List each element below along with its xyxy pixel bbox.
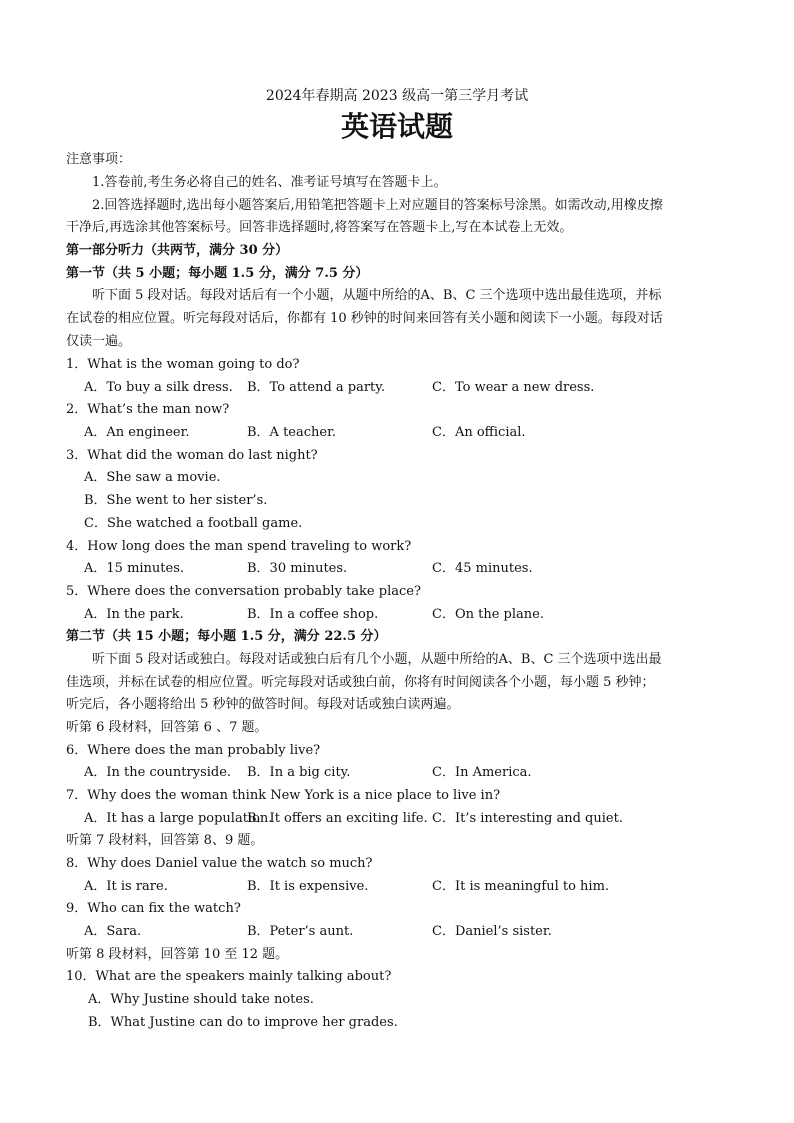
question-stem: 8．Why does Daniel value the watch so much?	[66, 856, 373, 871]
option-b: B．To attend a party.	[247, 380, 386, 395]
option-b: B．30 minutes.	[247, 561, 348, 576]
notes-item-2a: 2.回答选择题时,选出每小题答案后,用铅笔把答题卡上对应题目的答案标号涂黑。如需改动,用橡皮擦	[92, 198, 663, 213]
option-a: A．In the countryside.	[84, 765, 232, 780]
option-a: A．It has a large population.	[84, 811, 273, 826]
option-b: B．A teacher.	[247, 425, 337, 440]
option-c: C．45 minutes.	[432, 561, 533, 576]
option-c: C．On the plane.	[432, 607, 544, 622]
question-stem: 7．Why does the woman think New York is a nice place to live in?	[66, 788, 501, 803]
section1-heading: 第一节（共 5 小题；每小题 1.5 分，满分 7.5 分）	[66, 266, 369, 281]
question-stem: 10．What are the speakers mainly talking about?	[66, 969, 392, 984]
option-c: C．To wear a new dress.	[432, 380, 595, 395]
page-title: 英语试题	[340, 110, 453, 143]
section1-instructions-a: 听下面 5 段对话。每段对话后有一个小题，从题中所给的A、B、C 三个选项中选出最佳选项，并标	[92, 288, 662, 303]
notes-item-1: 1.答卷前,考生务必将自己的姓名、准考证号填写在答题卡上。	[92, 175, 447, 190]
option-a: A．It is rare.	[84, 879, 168, 894]
option-a: A．An engineer.	[84, 425, 190, 440]
option-c: C．Daniel’s sister.	[432, 924, 552, 939]
question-stem: 3．What did the woman do last night?	[66, 448, 318, 463]
option-a: A．To buy a silk dress.	[84, 380, 233, 395]
question-stem: 5．Where does the conversation probably take place?	[66, 584, 421, 599]
option-a: A．She saw a movie.	[84, 470, 221, 485]
question-stem: 4．How long does the man spend traveling to work?	[66, 539, 412, 554]
option-a: A．In the park.	[84, 607, 184, 622]
option-a: A．Sara.	[84, 924, 142, 939]
section1-instructions-c: 仅读一遍。	[66, 334, 132, 349]
part1-heading: 第一部分听力（共两节，满分 30 分）	[66, 243, 289, 258]
question-stem: 1．What is the woman going to do?	[66, 357, 300, 372]
section2-instructions-a: 听下面 5 段对话或独白。每段对话或独白后有几个小题，从题中所给的A、B、C 三个选项中选出最	[92, 652, 662, 667]
option-c: C．She watched a football game.	[84, 516, 303, 531]
exam-line: 2024年春期高 2023 级高一第三学月考试	[265, 88, 529, 104]
question-stem: 6．Where does the man probably live?	[66, 743, 321, 758]
material-note: 听第 7 段材料，回答第 8、9 题。	[66, 833, 264, 848]
material-note: 听第 8 段材料，回答第 10 至 12 题。	[66, 947, 289, 962]
option-b: B．She went to her sister’s.	[84, 493, 268, 508]
section1-instructions-b: 在试卷的相应位置。听完每段对话后，你都有 10 秒钟的时间来回答有关小题和阅读下一小题。每段对话	[66, 311, 663, 326]
option-b: B．It offers an exciting life.	[247, 811, 428, 826]
material-note: 听第 6 段材料，回答第 6 、7 题。	[66, 720, 268, 735]
option-c: C．An official.	[432, 425, 526, 440]
option-b: B．It is expensive.	[247, 879, 369, 894]
option-a: A．15 minutes.	[84, 561, 185, 576]
option-c: C．It’s interesting and quiet.	[432, 811, 623, 826]
option-b: B．Peter’s aunt.	[247, 924, 354, 939]
section2-instructions-c: 听完后，各小题将给出 5 秒钟的做答时间。每段对话或独白读两遍。	[66, 697, 460, 712]
notes-item-2b: 干净后,再选涂其他答案标号。回答非选择题时,将答案写在答题卡上,写在本试卷上无效。	[66, 220, 573, 235]
option-b: B．In a big city.	[247, 765, 351, 780]
option-b: B．In a coffee shop.	[247, 607, 379, 622]
question-stem: 2．What’s the man now?	[66, 402, 230, 417]
notes-heading: 注意事项：	[66, 152, 132, 167]
option-a: A．Why Justine should take notes.	[88, 992, 314, 1007]
section2-heading: 第二节（共 15 小题；每小题 1.5 分，满分 22.5 分）	[66, 629, 387, 644]
section2-instructions-b: 佳选项，并标在试卷的相应位置。听完每段对话或独白前，你将有时间阅读各个小题，每小题 5 秒钟；	[66, 675, 655, 690]
option-c: C．It is meaningful to him.	[432, 879, 610, 894]
option-c: C．In America.	[432, 765, 532, 780]
option-b: B．What Justine can do to improve her grades.	[88, 1015, 398, 1030]
question-stem: 9．Who can fix the watch?	[66, 901, 241, 916]
